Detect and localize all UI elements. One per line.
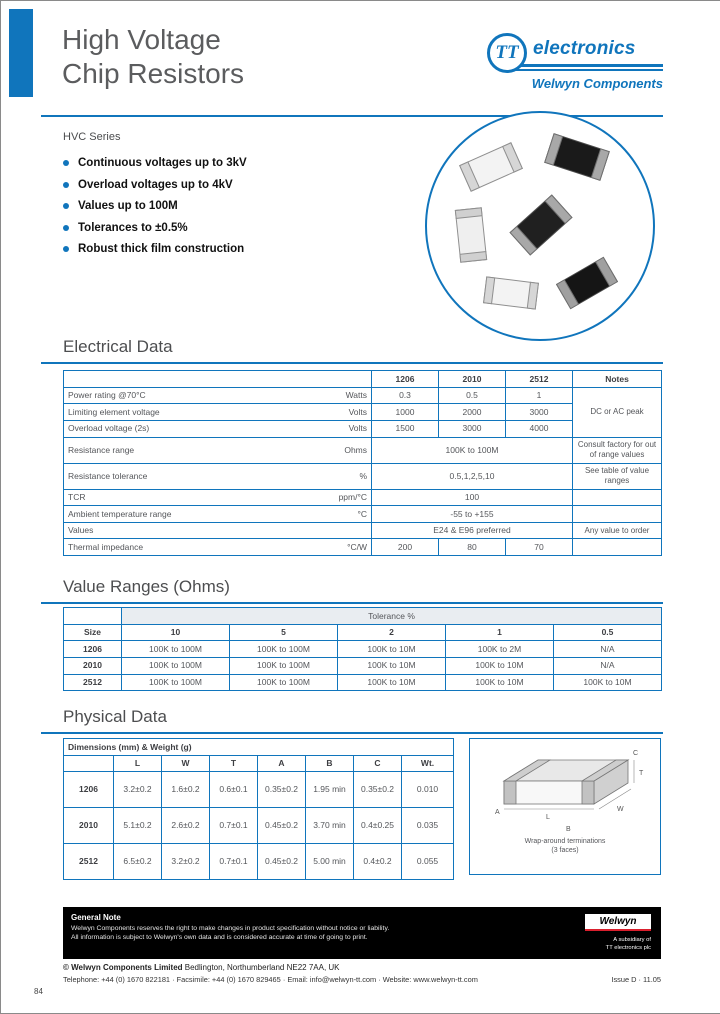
cell-range: N/A [554,641,662,658]
general-note-title: General Note [71,913,121,922]
col-header-1: 1 [446,624,554,641]
table-row [64,387,662,404]
cell-value-span: -55 to +155 [372,506,573,523]
cell-value: 200 [372,539,439,556]
cell-weight: 0.035 [402,808,454,844]
cell-unit: °C [304,506,372,523]
series-name: HVC Series [63,131,121,143]
cell-range: 100K to 10M [554,674,662,691]
welwyn-logo: Welwyn [585,914,651,931]
table-row [64,808,454,844]
diagram-caption: Wrap-around terminations (3 faces) [524,838,606,854]
cell-dim: 3.70 min [306,808,354,844]
cell-unit: % [304,463,372,489]
contact-line: Telephone: +44 (0) 1670 822181 · Facsimile: +44 (0) 1670 829465 · Email: info@welwyn-tt.com · Website: www.welwyn-tt.com [63,975,478,984]
dim-label-a: A [495,809,500,816]
bullet-icon [63,160,69,166]
page-title [62,23,244,91]
section-heading-value-ranges: Value Ranges (Ohms) [63,577,230,596]
cell-note: See table of value ranges [573,463,662,489]
cell-value: 3000 [506,404,573,421]
table-row [64,641,662,658]
electronics-wordmark: electronics [533,38,636,59]
table-header-row [64,371,662,388]
cell-weight: 0.055 [402,844,454,880]
cell-range: 100K to 10M [338,657,446,674]
page-number: 84 [34,987,43,996]
table-row [64,539,662,556]
bullet-icon [63,182,69,188]
cell-label: Ambient temperature range [64,506,304,523]
col-header-W: W [162,755,210,772]
chip-diagram [471,743,659,835]
table-row [64,657,662,674]
cell-dim: 1.6±0.2 [162,772,210,808]
feature-list [63,157,403,265]
col-header-10: 10 [122,624,230,641]
cell-dim: 0.35±0.2 [354,772,402,808]
cell-unit: °C/W [304,539,372,556]
cell-dim: 3.2±0.2 [162,844,210,880]
company-address: Bedlington, Northumberland NE22 7AA, UK [182,963,340,972]
issue-label: Issue D · 11.05 [611,975,661,984]
cell-range: 100K to 10M [338,641,446,658]
value-ranges-table [63,607,662,691]
product-photo-circle [425,111,655,341]
col-header-L: L [114,755,162,772]
cell-value-span: 100 [372,489,573,506]
feature-item: Overload voltages up to 4kV [63,179,403,192]
cell-label: Thermal impedance [64,539,304,556]
cell-dim: 0.4±0.2 [354,844,402,880]
cell-dim: 0.45±0.2 [258,808,306,844]
logo-underline-1 [499,64,663,67]
chip-image-dark [545,134,609,180]
cell-range: 100K to 2M [446,641,554,658]
cell-note [573,489,662,506]
tt-logo-icon: TT [487,33,527,73]
cell-label: Overload voltage (2s) [64,420,304,437]
section-rule [41,602,663,604]
cell-range: 100K to 100M [230,674,338,691]
table-row [64,522,662,539]
page-title-line2: Chip Resistors [62,58,245,89]
chip-image-light [460,143,523,191]
col-header-size: Size [64,624,122,641]
cell-dim: 0.4±0.25 [354,808,402,844]
chip-diagram-box [469,738,661,875]
cell-range: 100K to 100M [122,657,230,674]
feature-item: Values up to 100M [63,200,403,213]
cell-range: 100K to 10M [446,657,554,674]
table-row [64,463,662,489]
cell-range: 100K to 100M [230,641,338,658]
cell-value: 70 [506,539,573,556]
table-row [64,772,454,808]
cell-empty [64,755,114,772]
brand-logo [487,33,663,95]
cell-note: Consult factory for out of range values [573,437,662,463]
cell-size: 2010 [64,657,122,674]
cell-dim: 5.00 min [306,844,354,880]
cell-label: Limiting element voltage [64,404,304,421]
general-note-line2: All information is subject to Welwyn's own data and is considered accurate at time of going to print. [71,934,368,941]
cell-dim: 3.2±0.2 [114,772,162,808]
cell-unit [304,522,372,539]
cell-value: 2000 [439,404,506,421]
col-header-2010: 2010 [439,371,506,388]
cell-value: 0.5 [439,387,506,404]
col-header-T: T [210,755,258,772]
cell-value-span: 0.5,1,2,5,10 [372,463,573,489]
table-row [64,420,662,437]
cell-value: 4000 [506,420,573,437]
table-header-row [64,624,662,641]
cell-value: 1000 [372,404,439,421]
bullet-icon [63,225,69,231]
cell-value: 80 [439,539,506,556]
cell-unit: Volts [304,404,372,421]
cell-weight: 0.010 [402,772,454,808]
cell-dim: 5.1±0.2 [114,808,162,844]
page-title-line1: High Voltage [62,24,221,55]
cell-unit: ppm/°C [304,489,372,506]
table-row [64,844,454,880]
cell-unit: Watts [304,387,372,404]
cell-range: 100K to 100M [122,674,230,691]
bullet-icon [63,203,69,209]
cell-unit: Ohms [304,437,372,463]
chip-image-dark [510,195,572,255]
dim-label-t: T [639,770,644,777]
physical-table [63,738,454,880]
cell-note [573,506,662,523]
general-note-bar [63,907,661,959]
cell-unit: Volts [304,420,372,437]
section-heading-electrical: Electrical Data [63,337,173,356]
col-header-1206: 1206 [372,371,439,388]
chip-image-light [455,208,486,262]
cell-value-span: E24 & E96 preferred [372,522,573,539]
section-rule [41,362,663,364]
bullet-icon [63,246,69,252]
cell-dim: 0.6±0.1 [210,772,258,808]
cell-range: 100K to 10M [446,674,554,691]
copyright-line [63,963,661,972]
table-header-row [64,755,454,772]
cell-range: 100K to 10M [338,674,446,691]
feature-item: Tolerances to ±0.5% [63,222,403,235]
cell-dim: 2.6±0.2 [162,808,210,844]
cell-dim: 6.5±0.2 [114,844,162,880]
col-header-2: 2 [338,624,446,641]
table-row [64,506,662,523]
cell-note: DC or AC peak [573,387,662,437]
cell-dim: 0.35±0.2 [258,772,306,808]
table-header-row [64,608,662,625]
cell-label: Power rating @70°C [64,387,304,404]
tolerance-header: Tolerance % [122,608,662,625]
cell-dim: 0.7±0.1 [210,808,258,844]
col-header-5: 5 [230,624,338,641]
cell-label: Values [64,522,304,539]
table-header-row [64,739,454,756]
table-row [64,404,662,421]
cell-range: 100K to 100M [230,657,338,674]
feature-item: Robust thick film construction [63,243,403,256]
table-row [64,489,662,506]
logo-underline-2 [499,69,663,71]
chip-image-dark [557,257,618,308]
dim-label-w: W [617,806,624,813]
col-header-Wt: Wt. [402,755,454,772]
cell-size: 2010 [64,808,114,844]
cell-label: Resistance tolerance [64,463,304,489]
cell-empty [304,371,372,388]
cell-size: 1206 [64,641,122,658]
cell-label: Resistance range [64,437,304,463]
cell-dim: 1.95 min [306,772,354,808]
section-rule [41,732,663,734]
cell-value: 1500 [372,420,439,437]
dim-label-b: B [566,826,571,833]
cell-note: Any value to order [573,522,662,539]
section-heading-physical: Physical Data [63,707,167,726]
col-header-notes: Notes [573,371,662,388]
cell-dim: 0.7±0.1 [210,844,258,880]
col-header-B: B [306,755,354,772]
cell-value-span: 100K to 100M [372,437,573,463]
col-header-C: C [354,755,402,772]
feature-item: Continuous voltages up to 3kV [63,157,403,170]
cell-range: N/A [554,657,662,674]
cell-empty [64,371,304,388]
chip-image-light [484,277,539,309]
cell-value: 3000 [439,420,506,437]
dim-label-c: C [633,750,639,757]
cell-dim: 0.45±0.2 [258,844,306,880]
physical-table-title: Dimensions (mm) & Weight (g) [64,739,454,756]
accent-bar [9,9,33,97]
cell-value: 0.3 [372,387,439,404]
chip-photo [427,113,653,339]
cell-empty [64,608,122,625]
subsidiary-note: A subsidiary of TT electronics plc [605,937,651,951]
table-row [64,674,662,691]
cell-range: 100K to 100M [122,641,230,658]
cell-value: 1 [506,387,573,404]
dim-label-l: L [546,814,550,821]
col-header-2512: 2512 [506,371,573,388]
cell-size: 1206 [64,772,114,808]
electrical-table [63,370,662,556]
cell-size: 2512 [64,674,122,691]
col-header-A: A [258,755,306,772]
copyright-company: © Welwyn Components Limited [63,963,183,972]
brand-subtitle: Welwyn Components [531,76,663,91]
col-header-05: 0.5 [554,624,662,641]
table-row [64,437,662,463]
general-note-line1: Welwyn Components reserves the right to make changes in product specification without notice or liability. [71,925,390,932]
cell-size: 2512 [64,844,114,880]
cell-label: TCR [64,489,304,506]
cell-note [573,539,662,556]
